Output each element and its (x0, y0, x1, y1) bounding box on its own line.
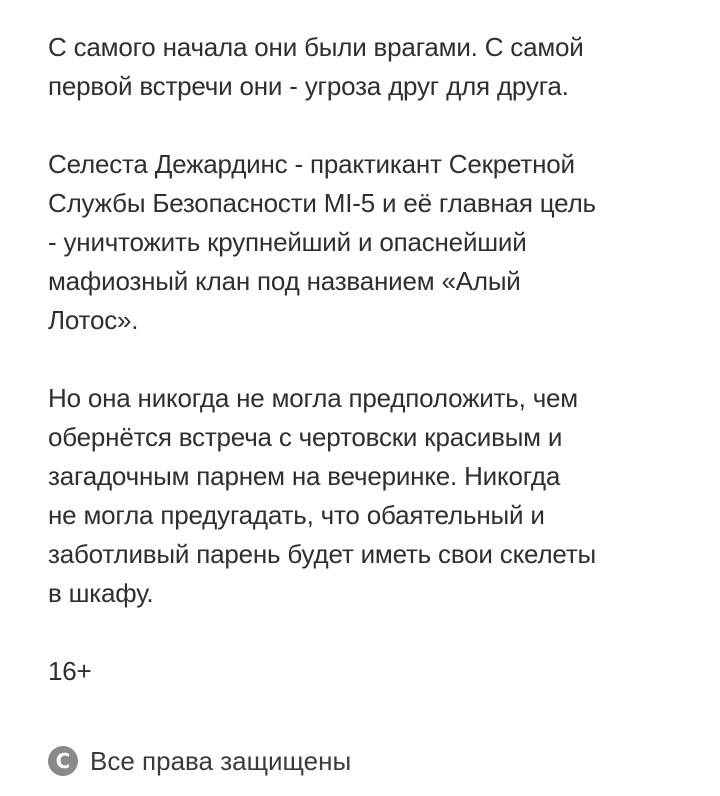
book-description (48, 28, 688, 691)
copyright-icon: C (48, 746, 78, 776)
description-paragraph-2: Селеста Дежардинс - практикант Секретной Службы Безопасности MI-5 и её главная цель - уничтожить крупнейший и опаснейший мафиозный клан под названием «Алый Лотос». (48, 149, 596, 335)
description-paragraph-1: С самого начала они были врагами. С самой первой встречи они - угроза друг для друга. (48, 32, 584, 101)
copyright-text: Все права защищены (90, 746, 352, 776)
age-rating: 16+ (48, 656, 92, 686)
copyright-notice (48, 744, 351, 778)
description-paragraph-3: Но она никогда не могла предположить, чем обернётся встреча с чертовски красивым и загадочным парнем на вечеринке. Никогда не могла предугадать, что обаятельный и заботливый парень будет иметь свои скелеты в шкафу. (48, 383, 597, 608)
